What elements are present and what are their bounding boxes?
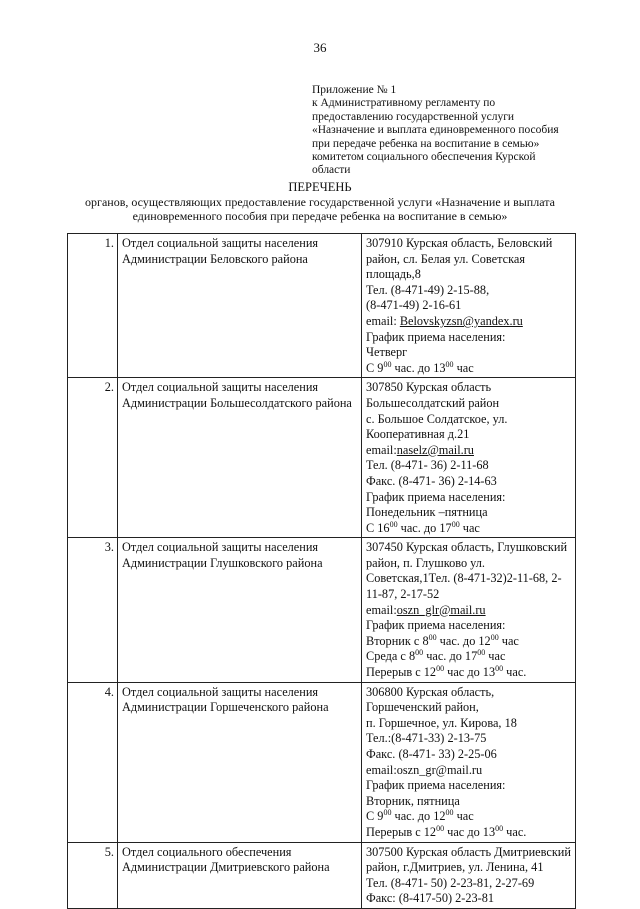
- schedule-break: [366, 665, 572, 681]
- email-line: [366, 314, 572, 330]
- organization-contacts: [362, 234, 576, 378]
- hours-sup: 00: [495, 664, 504, 674]
- hours-text: С 16: [366, 520, 390, 535]
- appendix-line: «Назначение и выплата единовременного пособия: [312, 124, 559, 137]
- schedule-hours: [366, 649, 572, 665]
- row-number: 5.: [68, 842, 118, 908]
- row-number: 3.: [68, 538, 118, 682]
- hours-sup: 00: [383, 808, 392, 818]
- fax: Факс: (8-417-50) 2-23-81: [366, 891, 495, 906]
- appendix-line: предоставлению государственной услуги: [312, 110, 515, 123]
- hours-text: час.: [503, 824, 527, 839]
- hours-text: час: [498, 633, 519, 648]
- hours-sup: 00: [495, 823, 504, 833]
- address-line: с. Большое Солдатское, ул.: [366, 411, 508, 426]
- hours-sup: 00: [389, 519, 398, 529]
- organization-name: Отдел социальной защиты населения Администрации Глушковского района: [118, 538, 362, 682]
- address-line: 307850 Курская область: [366, 380, 492, 395]
- document-heading: ПЕРЕЧЕНЬ: [288, 180, 352, 194]
- hours-sup: 00: [445, 808, 454, 818]
- address: 307910 Курская область, Беловский район, сл. Белая ул. Советская площадь,8: [366, 236, 553, 282]
- hours-sup: 00: [436, 664, 445, 674]
- schedule-title: График приема населения:: [366, 329, 506, 344]
- schedule-title: График приема населения:: [366, 778, 506, 793]
- address-line: Большесолдатский район: [366, 395, 500, 410]
- hours-text: час: [485, 649, 506, 664]
- email-label: email:: [366, 442, 397, 457]
- address-line: п. Горшечное, ул. Кирова, 18: [366, 715, 517, 730]
- schedule-hours: [366, 634, 572, 650]
- hours-text: Вторник с 8: [366, 633, 429, 648]
- organization-contacts: [362, 538, 576, 682]
- address: 307450 Курская область, Глушковский район, п. Глушково ул. Советская,1Тел. (8-471-32)2-11-68, 2-11-87, 2-17-52: [366, 540, 568, 602]
- schedule-days: Четверг: [366, 345, 408, 360]
- document-title: [60, 180, 580, 223]
- schedule-title: График приема населения:: [366, 618, 506, 633]
- phone: Тел.:(8-471-33) 2-13-75: [366, 731, 487, 746]
- email-link[interactable]: Belovskyzsn@yandex.ru: [399, 313, 523, 328]
- hours-text: час до 13: [444, 824, 496, 839]
- hours-text: час. до 12: [436, 633, 491, 648]
- appendix-header: [312, 84, 612, 178]
- hours-sup: 00: [415, 648, 424, 658]
- hours-sup: 00: [477, 648, 486, 658]
- organization-contacts: [362, 378, 576, 538]
- schedule-hours: [366, 361, 572, 377]
- address-line: Кооперативная д.21: [366, 427, 470, 442]
- hours-text: час. до 12: [391, 809, 446, 824]
- schedule-hours: [366, 521, 572, 537]
- phone: Тел. (8-471- 36) 2-11-68: [366, 458, 489, 473]
- email-link[interactable]: naselz@mail.ru: [396, 442, 474, 457]
- email-link[interactable]: oszn_glr@mail.ru: [396, 602, 486, 617]
- hours-text: С 9: [366, 360, 384, 375]
- phone: Тел. (8-471-49) 2-15-88,: [366, 282, 490, 297]
- email-label: email:: [366, 313, 400, 328]
- organization-contacts: [362, 682, 576, 842]
- table-row: [68, 538, 576, 682]
- appendix-line: комитетом социального обеспечения Курской: [312, 151, 536, 164]
- fax: Факс. (8-471- 36) 2-14-63: [366, 473, 497, 488]
- row-number: 1.: [68, 234, 118, 378]
- hours-text: С 9: [366, 809, 384, 824]
- hours-sup: 00: [490, 632, 499, 642]
- organization-name: Отдел социальной защиты населения Администрации Беловского района: [118, 234, 362, 378]
- hours-text: час. до 17: [397, 520, 452, 535]
- document-subtitle-line: органов, осуществляющих предоставление государственной услуги «Назначение и выплата: [85, 195, 555, 209]
- email-label: email:: [366, 602, 397, 617]
- phone: Тел. (8-471- 50) 2-23-81, 2-27-69: [366, 875, 535, 890]
- hours-sup: 00: [436, 823, 445, 833]
- organization-name: Отдел социальной защиты населения Администрации Горшеченского района: [118, 682, 362, 842]
- address-line: Горшеченский район,: [366, 700, 479, 715]
- row-number: 4.: [68, 682, 118, 842]
- table-row: [68, 234, 576, 378]
- hours-text: час: [459, 520, 480, 535]
- hours-text: час: [453, 360, 474, 375]
- phone: (8-471-49) 2-16-61: [366, 298, 462, 313]
- organization-name: Отдел социальной защиты населения Администрации Большесолдатского района: [118, 378, 362, 538]
- hours-text: час. до 13: [391, 360, 446, 375]
- appendix-line: области: [312, 164, 351, 177]
- email-line: [366, 443, 572, 459]
- fax: Факс. (8-471- 33) 2-25-06: [366, 747, 497, 761]
- schedule-days: Вторник, пятница: [366, 793, 460, 808]
- appendix-line: Приложение № 1: [312, 84, 397, 96]
- email-line: email:oszn_gr@mail.ru: [366, 762, 483, 777]
- hours-text: час: [453, 809, 474, 824]
- address: 307500 Курская область Дмитриевский район, г.Дмитриев, ул. Ленина, 41: [366, 844, 571, 875]
- page-number: 36: [313, 40, 327, 55]
- appendix-line: к Административному регламенту по: [312, 97, 496, 110]
- hours-sup: 00: [428, 632, 437, 642]
- hours-text: Перерыв с 12: [366, 665, 437, 680]
- schedule-title: График приема населения:: [366, 489, 506, 504]
- organization-name: Отдел социального обеспечения Администрации Дмитриевского района: [118, 842, 362, 908]
- table-row: [68, 682, 576, 842]
- table-row: [68, 842, 576, 908]
- address-line: 306800 Курская область,: [366, 684, 495, 699]
- hours-text: час. до 17: [423, 649, 478, 664]
- schedule-days: Понедельник –пятница: [366, 505, 488, 520]
- email-line: [366, 603, 572, 619]
- hours-sup: 00: [383, 359, 392, 369]
- organization-contacts: [362, 842, 576, 908]
- organizations-table: [67, 233, 576, 909]
- hours-text: Перерыв с 12: [366, 824, 437, 839]
- document-subtitle-line: единовременного пособия при передаче ребенка на воспитание в семью»: [132, 209, 508, 223]
- hours-text: Среда с 8: [366, 649, 416, 664]
- hours-sup: 00: [445, 359, 454, 369]
- schedule-break: [366, 825, 572, 841]
- schedule-hours: [366, 809, 572, 825]
- hours-text: час до 13: [444, 665, 496, 680]
- hours-text: час.: [503, 665, 527, 680]
- appendix-line: при передаче ребенка на воспитание в семью»: [312, 137, 540, 150]
- row-number: 2.: [68, 378, 118, 538]
- table-row: [68, 378, 576, 538]
- hours-sup: 00: [451, 519, 460, 529]
